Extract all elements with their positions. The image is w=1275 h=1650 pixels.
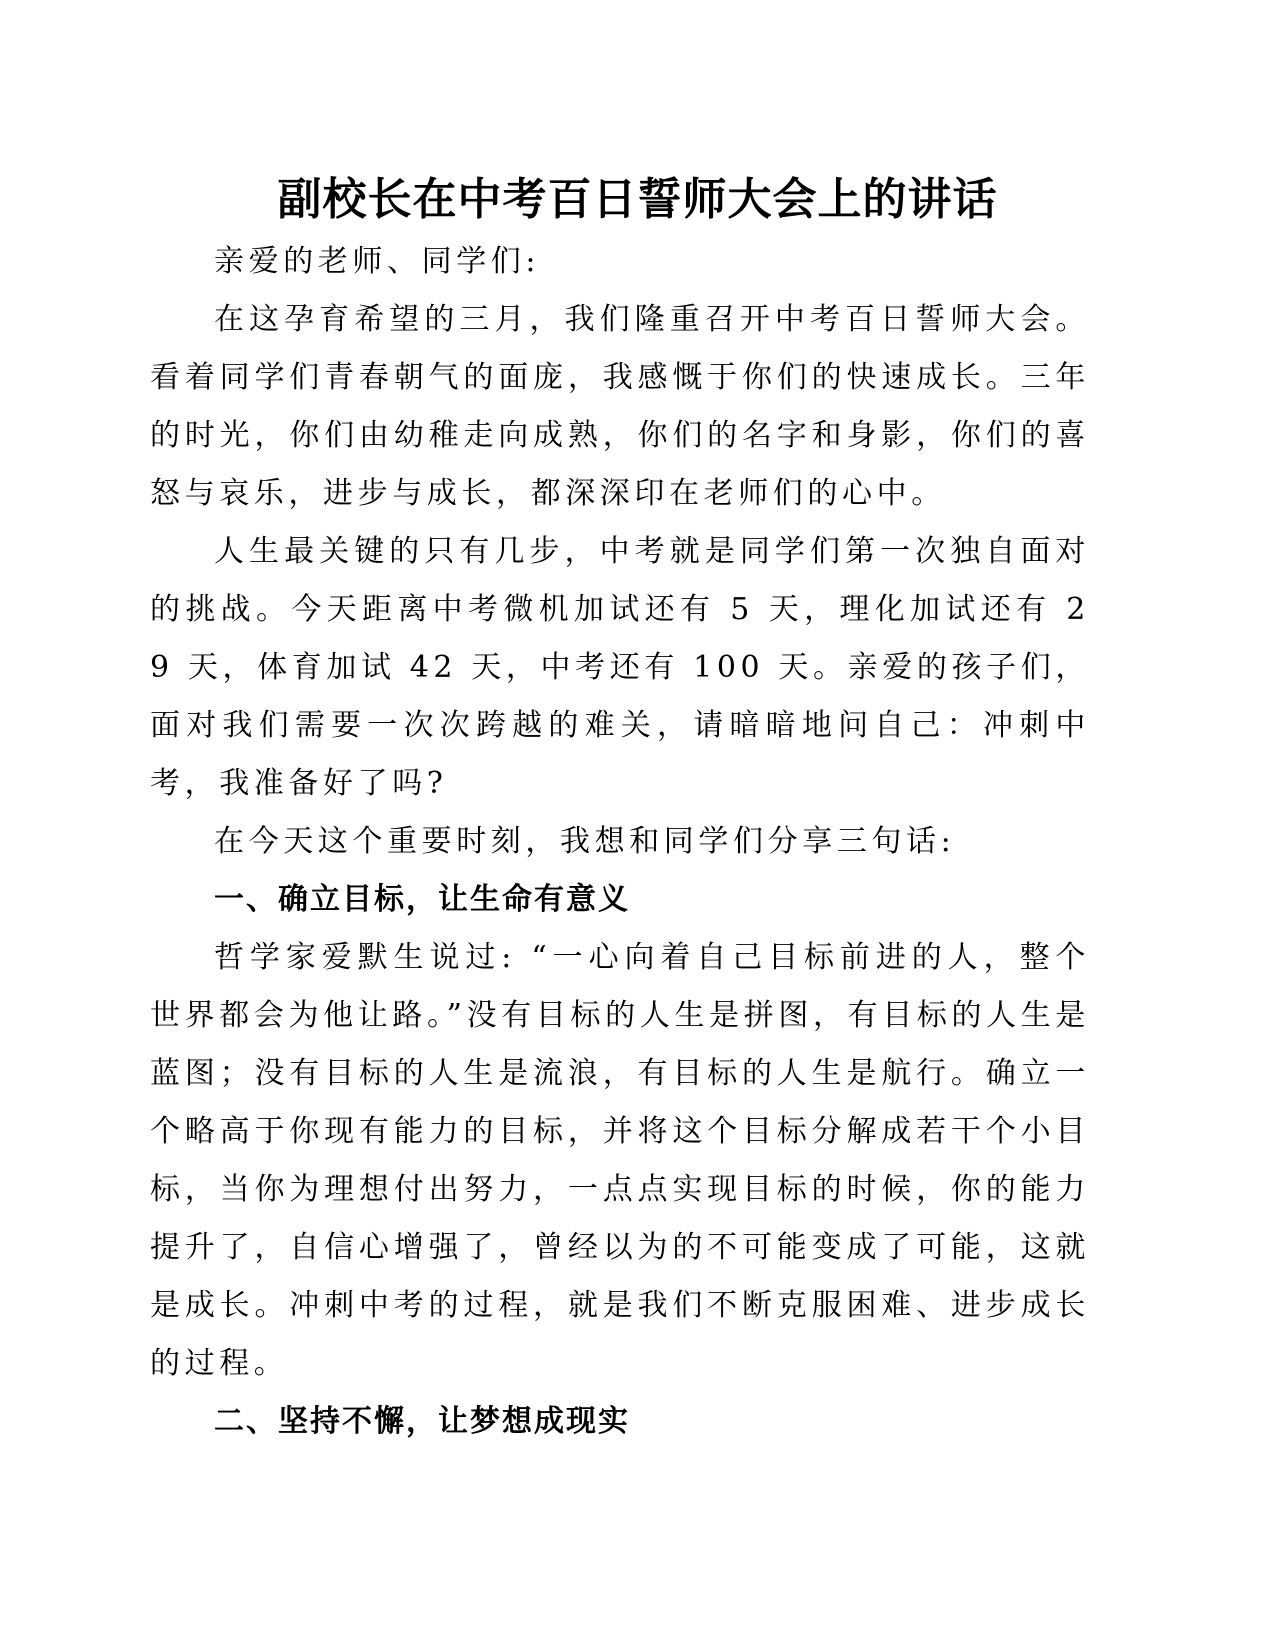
- document-title: 副校长在中考百日誓师大会上的讲话: [277, 174, 998, 225]
- section-heading-1: 一、确立目标，让生命有意义: [214, 882, 630, 917]
- greeting: 亲爱的老师、同学们:: [214, 244, 541, 279]
- paragraph-4: 哲学家爱默生说过: “一心向着自己目标前进的人，整个世界都会为他让路。”没有目标的人生是拼图，有目标的人生是蓝图；没有目标的人生是流浪，有目标的人生是航行。确立一个略高于你现有能力的目标，并将这个目标分解成若干个小目标，当你为理想付出努力，一点点实现目标的时候，你的能力提升了，自信心增强了，曾经以为的不可能变成了可能，这就是成长。冲刺中考的过程，就是我们不断克服困难、进步成长的过程。: [150, 940, 1090, 1381]
- document-body: [150, 233, 1090, 1451]
- paragraph-2: 人生最关键的只有几步，中考就是同学们第一次独自面对的挑战。今天距离中考微机加试还有 5 天，理化加试还有 29 天，体育加试 42 天，中考还有 100 天。亲爱的孩子们，面对我们需要一次次跨越的难关，请暗暗地问自己：冲刺中考，我准备好了吗?: [150, 534, 1090, 801]
- paragraph-3: 在今天这个重要时刻，我想和同学们分享三句话:: [214, 824, 956, 859]
- section-heading-2: 二、坚持不懈，让梦想成现实: [214, 1404, 630, 1439]
- paragraph-1: 在这孕育希望的三月，我们隆重召开中考百日誓师大会。看着同学们青春朝气的面庞，我感慨于你们的快速成长。三年的时光，你们由幼稚走向成熟，你们的名字和身影，你们的喜怒与哀乐，进步与成长，都深深印在老师们的心中。: [150, 302, 1090, 511]
